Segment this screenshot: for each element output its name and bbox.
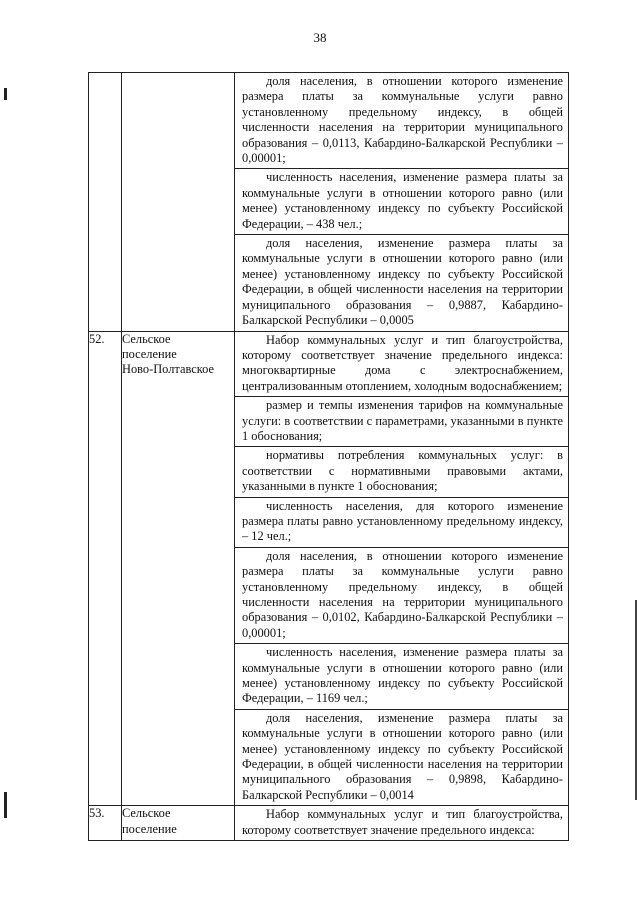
- municipality-name-line: Ново-Полтавское: [122, 362, 214, 377]
- scan-edge-mark: [635, 600, 637, 800]
- row-paragraph: численность населения, для которого изменение размера платы равно установленному предельному индексу, – 12 чел.;: [235, 498, 568, 548]
- page-number: 38: [313, 30, 327, 45]
- table-row: [89, 73, 569, 332]
- scan-margin-mark: [4, 792, 7, 818]
- row-paragraph: численность населения, изменение размера платы за коммунальные услуги в отношении которого равно (или менее) установленному индексу по субъекту Российской Федерации, – 1169 чел.;: [235, 644, 568, 710]
- row-description: [235, 331, 569, 806]
- municipality-name-line: поселение: [122, 821, 177, 836]
- row-paragraph: нормативы потребления коммунальных услуг: в соответствии с нормативными правовыми актами, указанными в пункте 1 обоснования;: [235, 447, 568, 497]
- row-paragraph: доля населения, изменение размера платы за коммунальные услуги в отношении которого равно (или менее) установленному индексу по субъекту Российской Федерации, в общей численности населения на территории муниципального образования – 0,9898, Кабардино-Балкарской Республики – 0,0014: [242, 710, 563, 802]
- row-paragraph: Набор коммунальных услуг и тип благоустройства, которому соответствует значение предельного индекса:: [242, 807, 563, 837]
- municipality-name-line: Сельское: [122, 806, 171, 821]
- row-paragraph: доля населения, изменение размера платы за коммунальные услуги в отношении которого равно (или менее) установленному индексу по субъекту Российской Федерации, в общей численности населения на территории муниципального образования – 0,9887, Кабардино-Балкарской Республики – 0,0005: [242, 236, 563, 328]
- row-number: [89, 73, 122, 332]
- municipality-name-line: поселение: [122, 346, 177, 361]
- row-number: 53.: [89, 806, 122, 841]
- row-paragraph: доля населения, в отношении которого изменение размера платы за коммунальные услуги равно установленному предельному индексу, в общей численности населения на территории муниципального образования – 0,0113, Кабардино-Балкарской Республики – 0,00001;: [235, 73, 568, 169]
- row-paragraph: доля населения, в отношении которого изменение размера платы за коммунальные услуги равно установленному предельному индексу, в общей численности населения на территории муниципального образования – 0,0102, Кабардино-Балкарской Республики – 0,00001;: [235, 548, 568, 644]
- scan-margin-mark: [4, 88, 7, 100]
- row-paragraph: размер и темпы изменения тарифов на коммунальные услуги: в соответствии с параметрами, указанными в пункте 1 обоснования;: [235, 397, 568, 447]
- municipality-name: [122, 331, 235, 806]
- row-paragraph: численность населения, изменение размера платы за коммунальные услуги в отношении которого равно (или менее) установленному индексу по субъекту Российской Федерации, – 438 чел.;: [235, 169, 568, 235]
- row-paragraph: Набор коммунальных услуг и тип благоустройства, которому соответствует значение предельного индекса: многоквартирные дома с электроснабжением, централизованным отоплением, холодным водоснабжением;: [235, 332, 568, 398]
- row-description: [235, 806, 569, 841]
- table-row: [89, 806, 569, 841]
- municipality-name: [122, 73, 235, 332]
- municipality-name: [122, 806, 235, 841]
- row-description: [235, 73, 569, 332]
- row-number: 52.: [89, 331, 122, 806]
- document-table: [88, 72, 569, 841]
- municipality-name-line: Сельское: [122, 331, 171, 346]
- table-row: [89, 331, 569, 806]
